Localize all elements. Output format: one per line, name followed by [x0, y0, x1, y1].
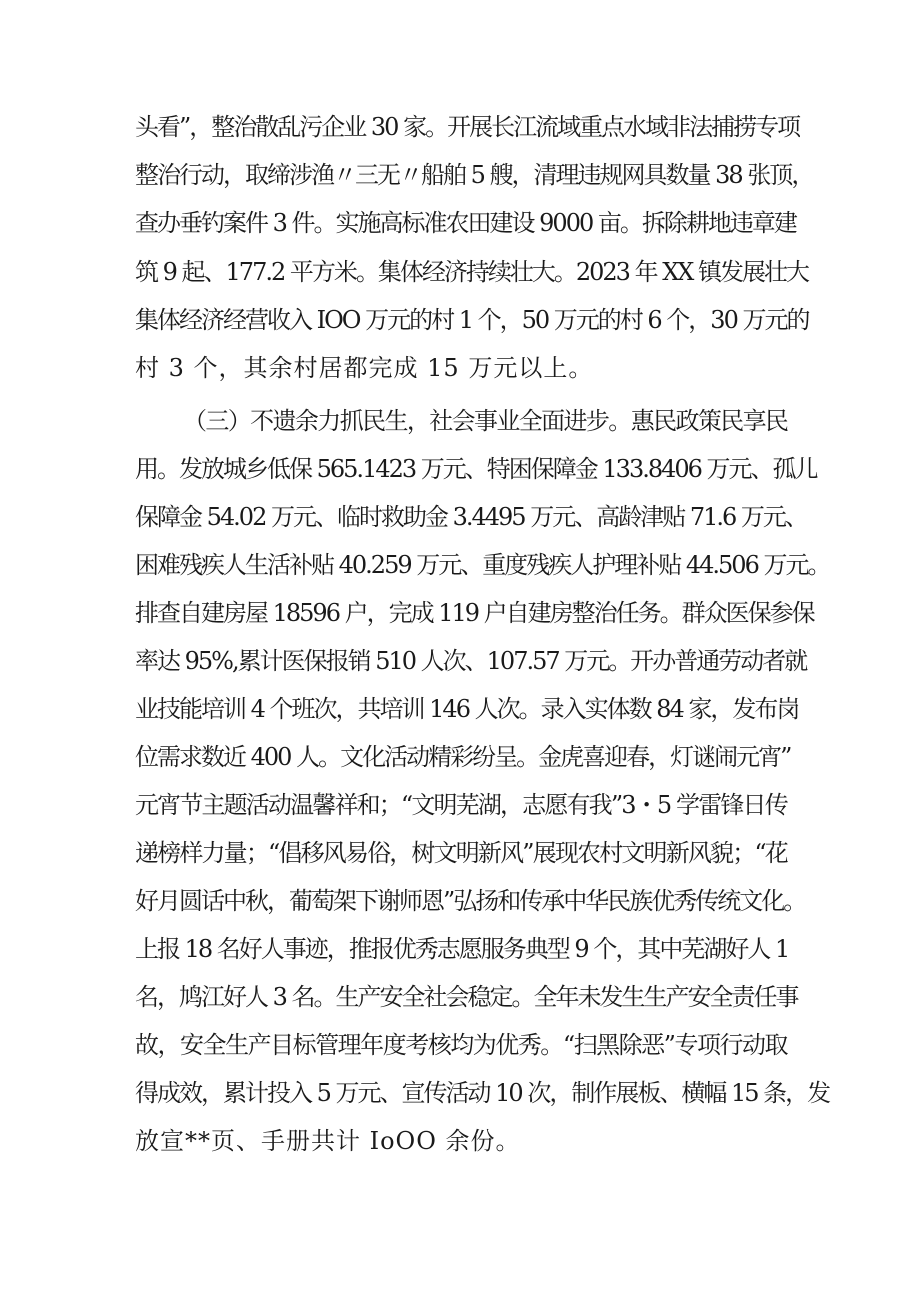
text-line: 集体经济经营收入 IOO 万元的村 1 个，50 万元的村 6 个，30 万元的 — [135, 306, 809, 334]
text-line: 用。发放城乡低保 565.1423 万元、特困保障金 133.8406 万元、孤儿 — [135, 455, 817, 483]
text-line: 名，鸠江好人 3 名。生产安全社会稳定。全年未发生生产安全责任事 — [135, 983, 798, 1011]
text-line: 查办垂钓案件 3 件。实施高标准农田建设 9000 亩。拆除耕地违章建 — [135, 209, 796, 237]
text-line: 业技能培训 4 个班次，共培训 146 人次。录入实体数 84 家，发布岗 — [135, 695, 799, 723]
text-line: 好月圆话中秋，葡萄架下谢师恩”弘扬和传承中华民族优秀传统文化。 — [135, 887, 806, 915]
text-line: 元宵节主题活动温馨祥和；“文明芜湖，志愿有我”3・5 学雷锋日传 — [135, 791, 787, 819]
text-line: 得成效，累计投入 5 万元、宣传活动 10 次，制作展板、横幅 15 条，发 — [135, 1079, 830, 1107]
section-heading-line: （三）不遗余力抓民生，社会事业全面进步。惠民政策民享民 — [183, 407, 788, 435]
text-line: 排查自建房屋 18596 户，完成 119 户自建房整治任务。群众医保参保 — [135, 599, 814, 627]
text-line: 筑 9 起、177.2 平方米。集体经济持续壮大。2023 年 XX 镇发展壮大 — [135, 258, 808, 286]
text-line: 头看”，整治散乱污企业 30 家。开展长江流域重点水域非法捕捞专项 — [135, 113, 800, 141]
text-line: 保障金 54.02 万元、临时救助金 3.4495 万元、高龄津贴 71.6 万元、 — [135, 503, 807, 531]
text-line: 困难残疾人生活补贴 40.259 万元、重度残疾人护理补贴 44.506 万元。 — [135, 551, 830, 579]
text-line: 位需求数近 400 人。文化活动精彩纷呈。金虎喜迎春，灯谜闹元宵” — [135, 743, 791, 771]
text-line: 村 3 个，其余村居都完成 15 万元以上。 — [135, 354, 594, 382]
text-line: 递榜样力量；“倡移风易俗，树文明新风”展现农村文明新风貌；“花 — [135, 839, 787, 867]
text-line: 故，安全生产目标管理年度考核均为优秀。“扫黑除恶”专项行动取 — [135, 1031, 788, 1059]
text-line: 上报 18 名好人事迹，推报优秀志愿服务典型 9 个，其中芜湖好人 1 — [135, 935, 789, 963]
text-line: 整治行动，取缔涉渔〃三无〃船舶 5 艘，清理违规网具数量 38 张顶， — [135, 161, 814, 189]
text-line: 率达 95%,累计医保报销 510 人次、107.57 万元。开办普通劳动者就 — [135, 647, 807, 675]
text-line: 放宣**页、手册共计 IoOO 余份。 — [135, 1127, 521, 1155]
